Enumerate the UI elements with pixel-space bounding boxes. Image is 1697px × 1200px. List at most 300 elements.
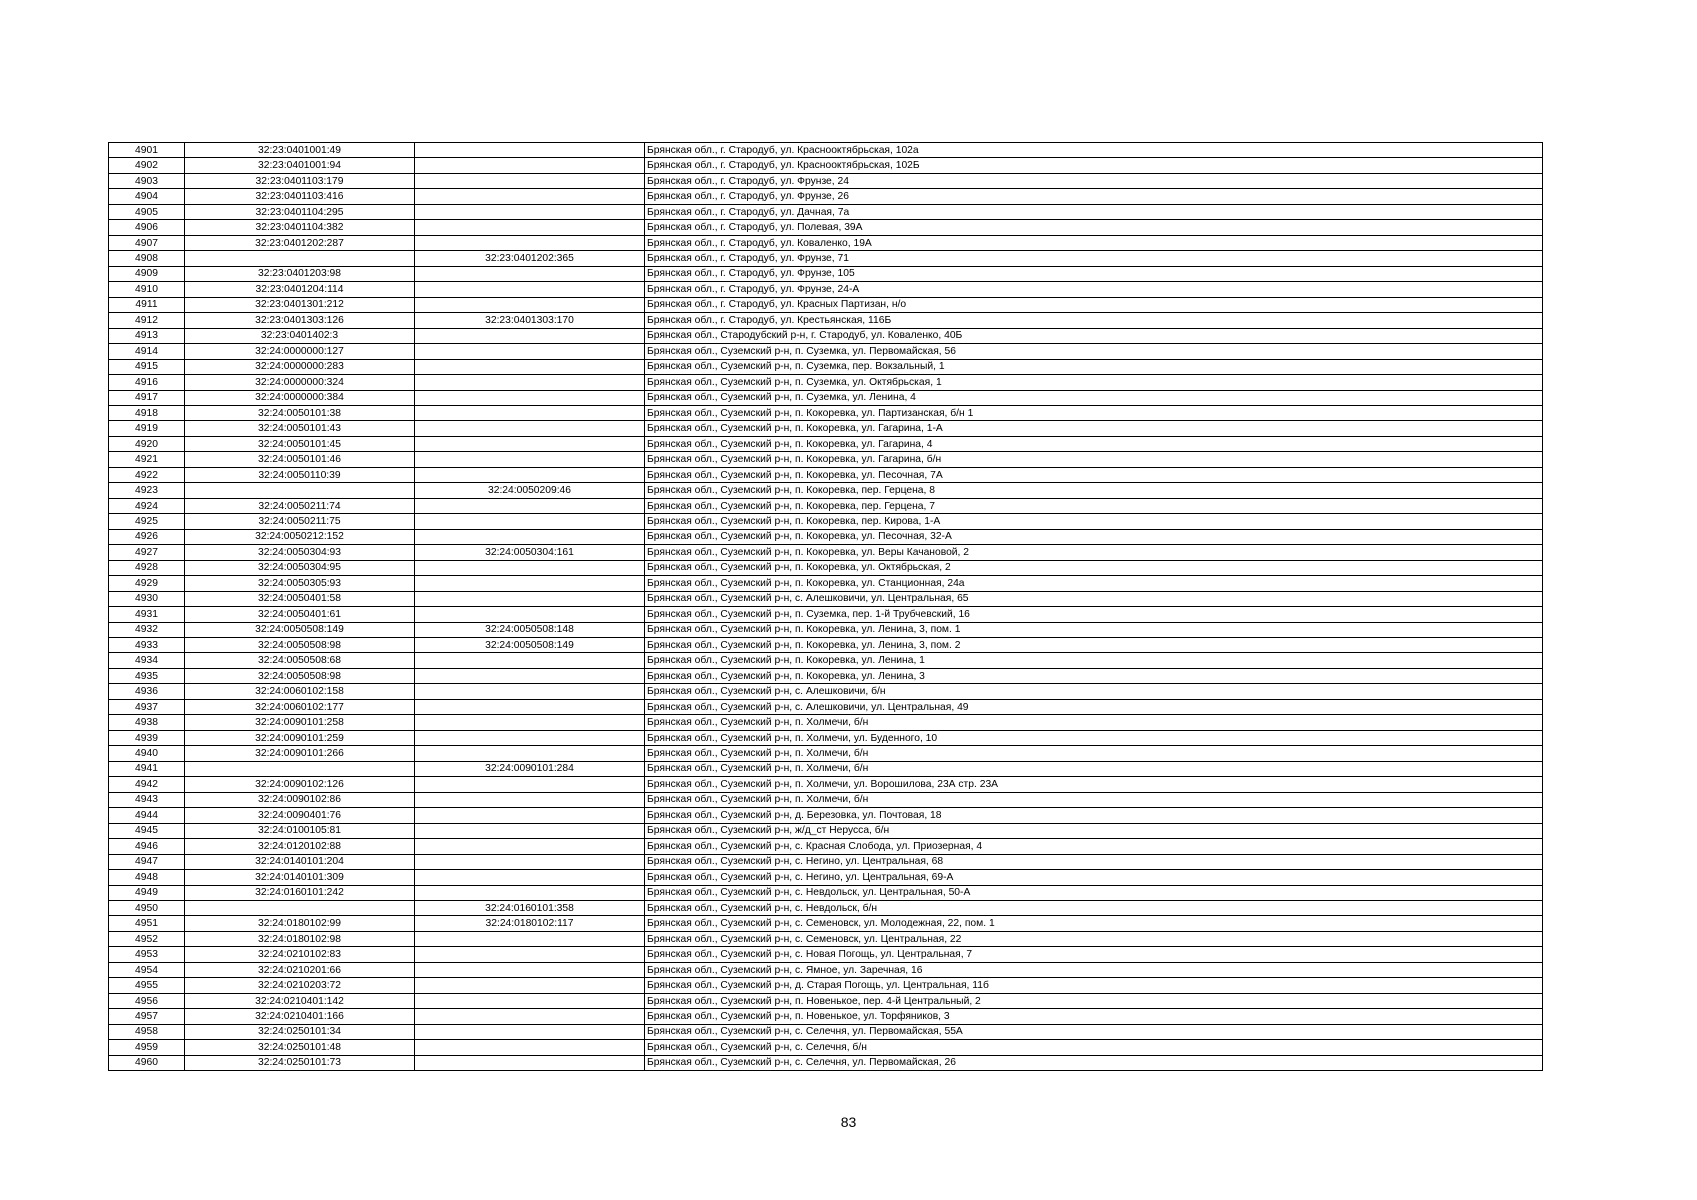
table-row [109, 653, 1543, 668]
cadastral-number-cell: 32:23:0401301:212 [185, 297, 415, 312]
row-number-cell: 4920 [109, 436, 185, 451]
row-number-cell: 4925 [109, 514, 185, 529]
row-number-cell: 4905 [109, 204, 185, 219]
address-cell: Брянская обл., Суземский р-н, с. Невдольск, б/н [645, 900, 1543, 915]
row-number-cell: 4941 [109, 761, 185, 776]
address-cell: Брянская обл., Суземский р-н, с. Селечня, б/н [645, 1040, 1543, 1055]
registry-table [108, 142, 1543, 1071]
cadastral-number-cell: 32:24:0050305:93 [185, 576, 415, 591]
related-cadastral-number-cell: 32:23:0401202:365 [415, 251, 645, 266]
table-row [109, 158, 1543, 173]
related-cadastral-number-cell [415, 653, 645, 668]
address-cell: Брянская обл., Суземский р-н, п. Холмечи, б/н [645, 715, 1543, 730]
address-cell: Брянская обл., Суземский р-н, п. Холмечи, ул. Буденного, 10 [645, 730, 1543, 745]
address-cell: Брянская обл., Суземский р-н, с. Алешковичи, б/н [645, 684, 1543, 699]
related-cadastral-number-cell [415, 746, 645, 761]
table-row [109, 916, 1543, 931]
address-cell: Брянская обл., Стародубский р-н, г. Стародуб, ул. Коваленко, 40Б [645, 328, 1543, 343]
table-row [109, 235, 1543, 250]
table-row [109, 359, 1543, 374]
cadastral-number-cell: 32:24:0050304:95 [185, 560, 415, 575]
cadastral-number-cell: 32:24:0180102:98 [185, 931, 415, 946]
address-cell: Брянская обл., г. Стародуб, ул. Коваленко, 19А [645, 235, 1543, 250]
related-cadastral-number-cell [415, 576, 645, 591]
address-cell: Брянская обл., Суземский р-н, п. Холмечи, б/н [645, 746, 1543, 761]
registry-table-body [109, 143, 1543, 1071]
address-cell: Брянская обл., г. Стародуб, ул. Фрунзе, 71 [645, 251, 1543, 266]
table-row [109, 313, 1543, 328]
related-cadastral-number-cell [415, 730, 645, 745]
row-number-cell: 4931 [109, 607, 185, 622]
address-cell: Брянская обл., Суземский р-н, п. Кокоревка, ул. Гагарина, 4 [645, 436, 1543, 451]
table-row [109, 761, 1543, 776]
row-number-cell: 4940 [109, 746, 185, 761]
related-cadastral-number-cell [415, 390, 645, 405]
related-cadastral-number-cell [415, 375, 645, 390]
row-number-cell: 4910 [109, 282, 185, 297]
row-number-cell: 4924 [109, 498, 185, 513]
cadastral-number-cell: 32:24:0250101:34 [185, 1024, 415, 1039]
address-cell: Брянская обл., Суземский р-н, п. Кокоревка, ул. Партизанская, б/н 1 [645, 405, 1543, 420]
related-cadastral-number-cell [415, 297, 645, 312]
cadastral-number-cell: 32:24:0050101:43 [185, 421, 415, 436]
row-number-cell: 4906 [109, 220, 185, 235]
row-number-cell: 4950 [109, 900, 185, 915]
cadastral-number-cell: 32:24:0210201:66 [185, 962, 415, 977]
cadastral-number-cell: 32:23:0401103:179 [185, 173, 415, 188]
row-number-cell: 4932 [109, 622, 185, 637]
row-number-cell: 4927 [109, 545, 185, 560]
row-number-cell: 4918 [109, 405, 185, 420]
row-number-cell: 4957 [109, 1009, 185, 1024]
related-cadastral-number-cell [415, 1024, 645, 1039]
row-number-cell: 4904 [109, 189, 185, 204]
related-cadastral-number-cell [415, 792, 645, 807]
address-cell: Брянская обл., Суземский р-н, д. Старая Погощь, ул. Центральная, 11б [645, 978, 1543, 993]
cadastral-number-cell: 32:24:0000000:283 [185, 359, 415, 374]
related-cadastral-number-cell [415, 328, 645, 343]
table-row [109, 1055, 1543, 1070]
cadastral-number-cell: 32:24:0050211:74 [185, 498, 415, 513]
cadastral-number-cell: 32:24:0000000:324 [185, 375, 415, 390]
table-row [109, 978, 1543, 993]
table-row [109, 900, 1543, 915]
related-cadastral-number-cell: 32:24:0050209:46 [415, 483, 645, 498]
related-cadastral-number-cell [415, 421, 645, 436]
table-row [109, 668, 1543, 683]
cadastral-number-cell [185, 251, 415, 266]
related-cadastral-number-cell: 32:24:0050508:149 [415, 638, 645, 653]
cadastral-number-cell: 32:24:0090101:266 [185, 746, 415, 761]
address-cell: Брянская обл., Суземский р-н, с. Семеновск, ул. Молодежная, 22, пом. 1 [645, 916, 1543, 931]
related-cadastral-number-cell [415, 777, 645, 792]
related-cadastral-number-cell [415, 498, 645, 513]
cadastral-number-cell: 32:24:0050211:75 [185, 514, 415, 529]
address-cell: Брянская обл., Суземский р-н, п. Кокоревка, ул. Ленина, 1 [645, 653, 1543, 668]
row-number-cell: 4953 [109, 947, 185, 962]
row-number-cell: 4916 [109, 375, 185, 390]
row-number-cell: 4935 [109, 668, 185, 683]
row-number-cell: 4944 [109, 808, 185, 823]
row-number-cell: 4958 [109, 1024, 185, 1039]
row-number-cell: 4952 [109, 931, 185, 946]
cadastral-number-cell: 32:24:0050508:98 [185, 638, 415, 653]
address-cell: Брянская обл., Суземский р-н, п. Кокоревка, ул. Ленина, 3 [645, 668, 1543, 683]
cadastral-number-cell: 32:23:0401104:382 [185, 220, 415, 235]
table-row [109, 931, 1543, 946]
related-cadastral-number-cell [415, 823, 645, 838]
row-number-cell: 4928 [109, 560, 185, 575]
cadastral-number-cell: 32:24:0050101:38 [185, 405, 415, 420]
table-row [109, 777, 1543, 792]
address-cell: Брянская обл., Суземский р-н, с. Алешковичи, ул. Центральная, 49 [645, 699, 1543, 714]
row-number-cell: 4959 [109, 1040, 185, 1055]
address-cell: Брянская обл., Суземский р-н, п. Кокоревка, ул. Веры Качановой, 2 [645, 545, 1543, 560]
row-number-cell: 4911 [109, 297, 185, 312]
address-cell: Брянская обл., Суземский р-н, с. Ямное, ул. Заречная, 16 [645, 962, 1543, 977]
related-cadastral-number-cell [415, 235, 645, 250]
related-cadastral-number-cell: 32:24:0050508:148 [415, 622, 645, 637]
table-row [109, 467, 1543, 482]
cadastral-number-cell: 32:24:0210203:72 [185, 978, 415, 993]
row-number-cell: 4921 [109, 452, 185, 467]
cadastral-number-cell: 32:24:0000000:384 [185, 390, 415, 405]
related-cadastral-number-cell: 32:23:0401303:170 [415, 313, 645, 328]
row-number-cell: 4948 [109, 870, 185, 885]
related-cadastral-number-cell [415, 514, 645, 529]
cadastral-number-cell: 32:24:0050401:58 [185, 591, 415, 606]
row-number-cell: 4917 [109, 390, 185, 405]
address-cell: Брянская обл., Суземский р-н, с. Негино, ул. Центральная, 68 [645, 854, 1543, 869]
address-cell: Брянская обл., Суземский р-н, п. Новенькое, ул. Торфяников, 3 [645, 1009, 1543, 1024]
address-cell: Брянская обл., Суземский р-н, п. Суземка, пер. Вокзальный, 1 [645, 359, 1543, 374]
cadastral-number-cell: 32:24:0090102:86 [185, 792, 415, 807]
address-cell: Брянская обл., Суземский р-н, с. Негино, ул. Центральная, 69-А [645, 870, 1543, 885]
related-cadastral-number-cell [415, 947, 645, 962]
table-row [109, 514, 1543, 529]
cadastral-number-cell: 32:24:0250101:48 [185, 1040, 415, 1055]
table-row [109, 730, 1543, 745]
cadastral-number-cell: 32:24:0210102:83 [185, 947, 415, 962]
table-row [109, 885, 1543, 900]
table-row [109, 189, 1543, 204]
address-cell: Брянская обл., Суземский р-н, с. Невдольск, ул. Центральная, 50-А [645, 885, 1543, 900]
related-cadastral-number-cell [415, 591, 645, 606]
address-cell: Брянская обл., Суземский р-н, ж/д_ст Нерусса, б/н [645, 823, 1543, 838]
address-cell: Брянская обл., Суземский р-н, с. Красная Слобода, ул. Приозерная, 4 [645, 839, 1543, 854]
table-row [109, 204, 1543, 219]
table-row [109, 421, 1543, 436]
table-row [109, 173, 1543, 188]
table-row [109, 328, 1543, 343]
table-row [109, 962, 1543, 977]
cadastral-number-cell: 32:24:0050401:61 [185, 607, 415, 622]
related-cadastral-number-cell [415, 467, 645, 482]
related-cadastral-number-cell: 32:24:0090101:284 [415, 761, 645, 776]
row-number-cell: 4938 [109, 715, 185, 730]
address-cell: Брянская обл., Суземский р-н, с. Алешковичи, ул. Центральная, 65 [645, 591, 1543, 606]
row-number-cell: 4909 [109, 266, 185, 281]
address-cell: Брянская обл., Суземский р-н, п. Кокоревка, ул. Песочная, 32-А [645, 529, 1543, 544]
address-cell: Брянская обл., Суземский р-н, п. Холмечи, б/н [645, 792, 1543, 807]
row-number-cell: 4936 [109, 684, 185, 699]
related-cadastral-number-cell [415, 854, 645, 869]
cadastral-number-cell: 32:24:0060102:158 [185, 684, 415, 699]
table-row [109, 993, 1543, 1008]
related-cadastral-number-cell [415, 143, 645, 158]
row-number-cell: 4908 [109, 251, 185, 266]
row-number-cell: 4951 [109, 916, 185, 931]
cadastral-number-cell: 32:24:0060102:177 [185, 699, 415, 714]
table-row [109, 591, 1543, 606]
table-row [109, 699, 1543, 714]
cadastral-number-cell: 32:24:0100105:81 [185, 823, 415, 838]
table-row [109, 792, 1543, 807]
row-number-cell: 4943 [109, 792, 185, 807]
table-row [109, 607, 1543, 622]
row-number-cell: 4919 [109, 421, 185, 436]
related-cadastral-number-cell [415, 684, 645, 699]
related-cadastral-number-cell [415, 839, 645, 854]
address-cell: Брянская обл., г. Стародуб, ул. Краснооктябрьская, 102а [645, 143, 1543, 158]
related-cadastral-number-cell [415, 359, 645, 374]
cadastral-number-cell [185, 483, 415, 498]
table-row [109, 638, 1543, 653]
cadastral-number-cell: 32:24:0090401:76 [185, 808, 415, 823]
address-cell: Брянская обл., Суземский р-н, д. Березовка, ул. Почтовая, 18 [645, 808, 1543, 823]
row-number-cell: 4903 [109, 173, 185, 188]
row-number-cell: 4930 [109, 591, 185, 606]
cadastral-number-cell: 32:24:0050304:93 [185, 545, 415, 560]
related-cadastral-number-cell [415, 808, 645, 823]
table-row [109, 823, 1543, 838]
table-row [109, 576, 1543, 591]
row-number-cell: 4942 [109, 777, 185, 792]
table-row [109, 839, 1543, 854]
cadastral-number-cell: 32:24:0140101:204 [185, 854, 415, 869]
cadastral-number-cell: 32:24:0210401:166 [185, 1009, 415, 1024]
row-number-cell: 4949 [109, 885, 185, 900]
table-row [109, 251, 1543, 266]
related-cadastral-number-cell [415, 607, 645, 622]
cadastral-number-cell: 32:23:0401204:114 [185, 282, 415, 297]
table-row [109, 715, 1543, 730]
related-cadastral-number-cell [415, 436, 645, 451]
cadastral-number-cell: 32:23:0401001:49 [185, 143, 415, 158]
related-cadastral-number-cell [415, 405, 645, 420]
related-cadastral-number-cell [415, 1055, 645, 1070]
row-number-cell: 4902 [109, 158, 185, 173]
cadastral-number-cell [185, 761, 415, 776]
cadastral-number-cell: 32:24:0050110:39 [185, 467, 415, 482]
row-number-cell: 4947 [109, 854, 185, 869]
address-cell: Брянская обл., Суземский р-н, с. Селечня, ул. Первомайская, 55А [645, 1024, 1543, 1039]
table-row [109, 436, 1543, 451]
row-number-cell: 4912 [109, 313, 185, 328]
table-row [109, 297, 1543, 312]
table-row [109, 452, 1543, 467]
address-cell: Брянская обл., Суземский р-н, п. Кокоревка, пер. Герцена, 7 [645, 498, 1543, 513]
row-number-cell: 4933 [109, 638, 185, 653]
address-cell: Брянская обл., Суземский р-н, п. Кокоревка, пер. Кирова, 1-А [645, 514, 1543, 529]
address-cell: Брянская обл., г. Стародуб, ул. Дачная, 7а [645, 204, 1543, 219]
address-cell: Брянская обл., г. Стародуб, ул. Полевая, 39А [645, 220, 1543, 235]
address-cell: Брянская обл., Суземский р-н, п. Новенькое, пер. 4-й Центральный, 2 [645, 993, 1543, 1008]
cadastral-number-cell: 32:24:0050508:68 [185, 653, 415, 668]
related-cadastral-number-cell [415, 715, 645, 730]
table-row [109, 870, 1543, 885]
row-number-cell: 4956 [109, 993, 185, 1008]
address-cell: Брянская обл., Суземский р-н, п. Холмечи, б/н [645, 761, 1543, 776]
address-cell: Брянская обл., г. Стародуб, ул. Фрунзе, 24 [645, 173, 1543, 188]
table-row [109, 560, 1543, 575]
cadastral-number-cell: 32:23:0401402:3 [185, 328, 415, 343]
row-number-cell: 4923 [109, 483, 185, 498]
related-cadastral-number-cell: 32:24:0180102:117 [415, 916, 645, 931]
table-row [109, 529, 1543, 544]
related-cadastral-number-cell [415, 266, 645, 281]
cadastral-number-cell: 32:24:0140101:309 [185, 870, 415, 885]
row-number-cell: 4937 [109, 699, 185, 714]
cadastral-number-cell: 32:24:0050508:149 [185, 622, 415, 637]
table-row [109, 143, 1543, 158]
address-cell: Брянская обл., Суземский р-н, п. Кокоревка, ул. Гагарина, 1-А [645, 421, 1543, 436]
table-row [109, 266, 1543, 281]
related-cadastral-number-cell [415, 870, 645, 885]
related-cadastral-number-cell [415, 1009, 645, 1024]
address-cell: Брянская обл., г. Стародуб, ул. Фрунзе, 24-А [645, 282, 1543, 297]
cadastral-number-cell: 32:23:0401203:98 [185, 266, 415, 281]
row-number-cell: 4939 [109, 730, 185, 745]
table-row [109, 405, 1543, 420]
row-number-cell: 4907 [109, 235, 185, 250]
row-number-cell: 4922 [109, 467, 185, 482]
related-cadastral-number-cell [415, 931, 645, 946]
cadastral-number-cell: 32:24:0050508:98 [185, 668, 415, 683]
row-number-cell: 4926 [109, 529, 185, 544]
address-cell: Брянская обл., Суземский р-н, п. Кокоревка, ул. Октябрьская, 2 [645, 560, 1543, 575]
address-cell: Брянская обл., г. Стародуб, ул. Краснооктябрьская, 102Б [645, 158, 1543, 173]
table-row [109, 282, 1543, 297]
address-cell: Брянская обл., Суземский р-н, с. Семеновск, ул. Центральная, 22 [645, 931, 1543, 946]
related-cadastral-number-cell [415, 1040, 645, 1055]
related-cadastral-number-cell [415, 978, 645, 993]
row-number-cell: 4901 [109, 143, 185, 158]
cadastral-number-cell: 32:24:0120102:88 [185, 839, 415, 854]
cadastral-number-cell: 32:23:0401001:94 [185, 158, 415, 173]
cadastral-number-cell: 32:24:0050101:45 [185, 436, 415, 451]
row-number-cell: 4934 [109, 653, 185, 668]
table-row [109, 1009, 1543, 1024]
related-cadastral-number-cell [415, 668, 645, 683]
row-number-cell: 4946 [109, 839, 185, 854]
related-cadastral-number-cell [415, 344, 645, 359]
table-row [109, 545, 1543, 560]
cadastral-number-cell: 32:23:0401202:287 [185, 235, 415, 250]
cadastral-number-cell: 32:24:0050101:46 [185, 452, 415, 467]
address-cell: Брянская обл., Суземский р-н, п. Кокоревка, ул. Ленина, 3, пом. 2 [645, 638, 1543, 653]
row-number-cell: 4954 [109, 962, 185, 977]
address-cell: Брянская обл., Суземский р-н, с. Новая Погощь, ул. Центральная, 7 [645, 947, 1543, 962]
table-row [109, 1024, 1543, 1039]
address-cell: Брянская обл., Суземский р-н, п. Суземка, ул. Октябрьская, 1 [645, 375, 1543, 390]
row-number-cell: 4915 [109, 359, 185, 374]
cadastral-number-cell: 32:24:0250101:73 [185, 1055, 415, 1070]
table-row [109, 854, 1543, 869]
related-cadastral-number-cell [415, 189, 645, 204]
related-cadastral-number-cell [415, 529, 645, 544]
related-cadastral-number-cell [415, 962, 645, 977]
cadastral-number-cell: 32:23:0401104:295 [185, 204, 415, 219]
related-cadastral-number-cell [415, 885, 645, 900]
address-cell: Брянская обл., Суземский р-н, п. Кокоревка, ул. Гагарина, б/н [645, 452, 1543, 467]
address-cell: Брянская обл., Суземский р-н, п. Кокоревка, ул. Песочная, 7А [645, 467, 1543, 482]
cadastral-number-cell: 32:23:0401303:126 [185, 313, 415, 328]
address-cell: Брянская обл., г. Стародуб, ул. Крестьянская, 116Б [645, 313, 1543, 328]
table-row [109, 947, 1543, 962]
cadastral-number-cell: 32:24:0000000:127 [185, 344, 415, 359]
table-row [109, 483, 1543, 498]
related-cadastral-number-cell [415, 173, 645, 188]
address-cell: Брянская обл., Суземский р-н, п. Кокоревка, ул. Станционная, 24а [645, 576, 1543, 591]
row-number-cell: 4929 [109, 576, 185, 591]
cadastral-number-cell: 32:24:0090102:126 [185, 777, 415, 792]
cadastral-number-cell: 32:24:0090101:258 [185, 715, 415, 730]
cadastral-number-cell: 32:24:0050212:152 [185, 529, 415, 544]
address-cell: Брянская обл., Суземский р-н, п. Суземка, пер. 1-й Трубчевский, 16 [645, 607, 1543, 622]
address-cell: Брянская обл., г. Стародуб, ул. Фрунзе, 26 [645, 189, 1543, 204]
related-cadastral-number-cell [415, 699, 645, 714]
table-row [109, 746, 1543, 761]
related-cadastral-number-cell [415, 282, 645, 297]
table-row [109, 684, 1543, 699]
cadastral-number-cell: 32:24:0210401:142 [185, 993, 415, 1008]
address-cell: Брянская обл., Суземский р-н, п. Суземка, ул. Ленина, 4 [645, 390, 1543, 405]
row-number-cell: 4913 [109, 328, 185, 343]
related-cadastral-number-cell: 32:24:0050304:161 [415, 545, 645, 560]
cadastral-number-cell [185, 900, 415, 915]
related-cadastral-number-cell [415, 158, 645, 173]
address-cell: Брянская обл., Суземский р-н, с. Селечня, ул. Первомайская, 26 [645, 1055, 1543, 1070]
cadastral-number-cell: 32:24:0090101:259 [185, 730, 415, 745]
row-number-cell: 4955 [109, 978, 185, 993]
table-row [109, 1040, 1543, 1055]
table-row [109, 375, 1543, 390]
related-cadastral-number-cell [415, 220, 645, 235]
table-row [109, 390, 1543, 405]
address-cell: Брянская обл., г. Стародуб, ул. Фрунзе, 105 [645, 266, 1543, 281]
table-row [109, 622, 1543, 637]
related-cadastral-number-cell [415, 560, 645, 575]
address-cell: Брянская обл., г. Стародуб, ул. Красных Партизан, н/о [645, 297, 1543, 312]
table-row [109, 498, 1543, 513]
table-row [109, 220, 1543, 235]
page-number: 83 [840, 1114, 857, 1130]
address-cell: Брянская обл., Суземский р-н, п. Холмечи, ул. Ворошилова, 23А стр. 23А [645, 777, 1543, 792]
row-number-cell: 4945 [109, 823, 185, 838]
address-cell: Брянская обл., Суземский р-н, п. Кокоревка, пер. Герцена, 8 [645, 483, 1543, 498]
cadastral-number-cell: 32:24:0160101:242 [185, 885, 415, 900]
related-cadastral-number-cell [415, 452, 645, 467]
address-cell: Брянская обл., Суземский р-н, п. Суземка, ул. Первомайская, 56 [645, 344, 1543, 359]
table-row [109, 344, 1543, 359]
related-cadastral-number-cell [415, 993, 645, 1008]
row-number-cell: 4914 [109, 344, 185, 359]
cadastral-number-cell: 32:23:0401103:416 [185, 189, 415, 204]
row-number-cell: 4960 [109, 1055, 185, 1070]
table-row [109, 808, 1543, 823]
address-cell: Брянская обл., Суземский р-н, п. Кокоревка, ул. Ленина, 3, пом. 1 [645, 622, 1543, 637]
